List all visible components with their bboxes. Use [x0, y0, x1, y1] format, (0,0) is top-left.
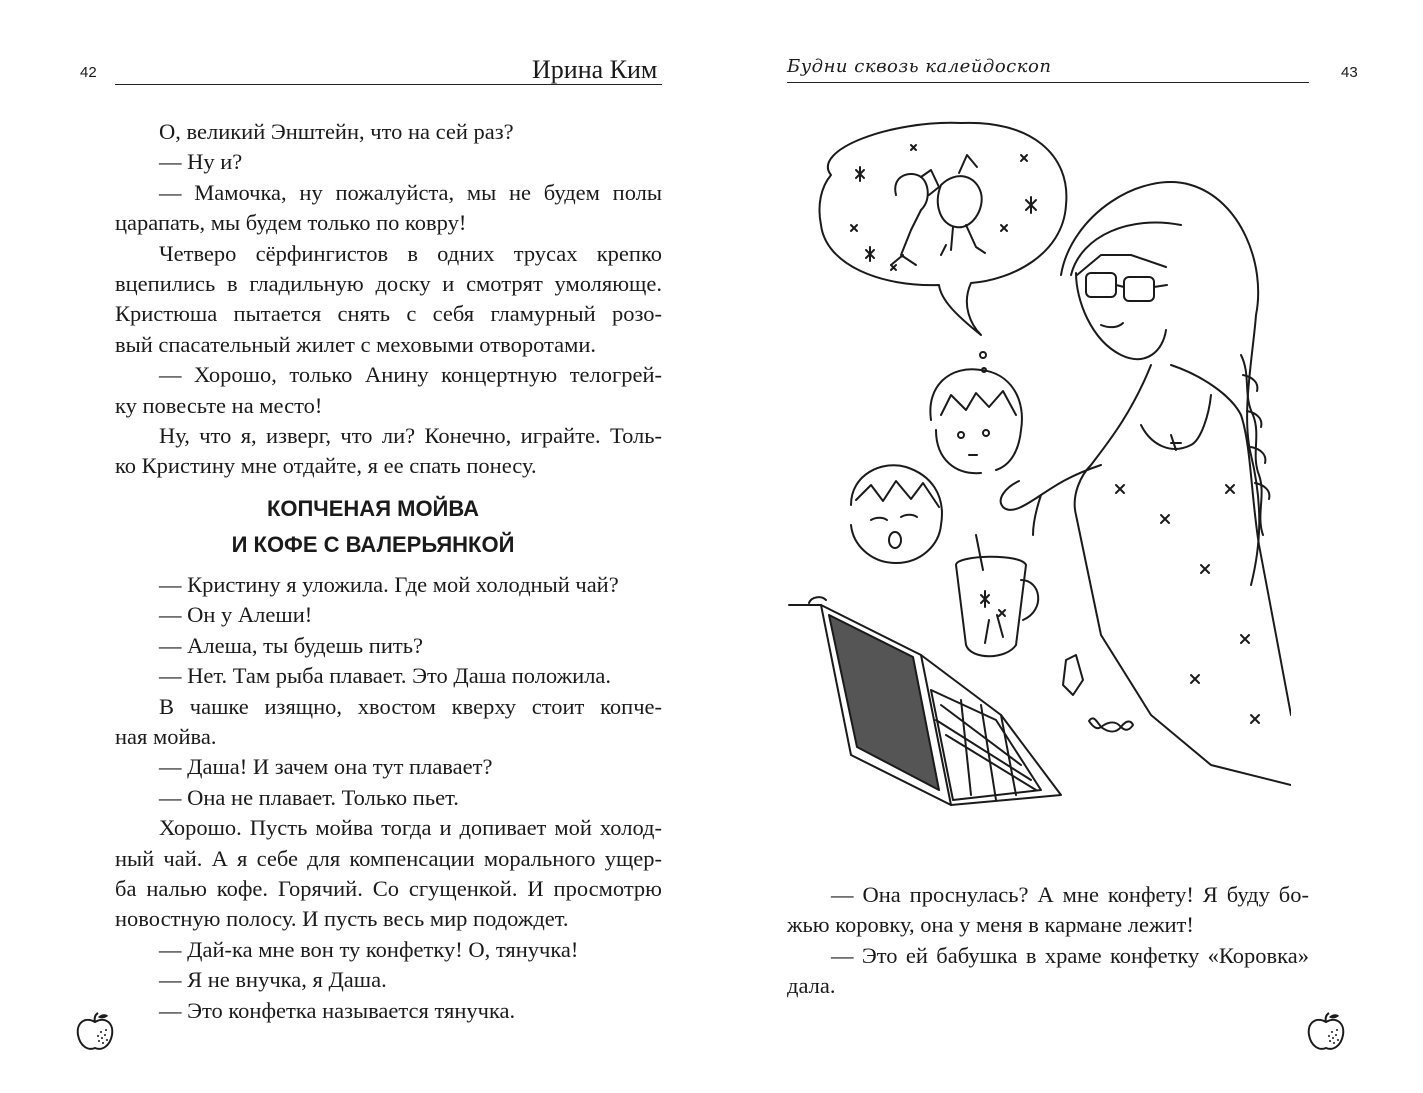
left-page [0, 0, 711, 1093]
text-line: ная мойва. [115, 724, 217, 750]
text-line: В чашке изящно, хвостом кверху стоит копче- [159, 693, 662, 719]
boy-younger [809, 465, 942, 603]
text-line: — Кристину я уложила. Где мой холодный чай? [159, 572, 619, 597]
candy [1063, 655, 1133, 732]
page-number-right: 43 [1341, 64, 1358, 81]
text-line: — Это конфетка называется тянучка. [159, 997, 516, 1023]
text-block-right [787, 880, 1309, 1002]
header-rule-right [787, 82, 1309, 83]
illustration [771, 115, 1291, 835]
apple-icon [1304, 1010, 1348, 1054]
text-line: Кристюша пытается снять с себя гламурный розо- [115, 301, 662, 327]
text-line: — Даша! И зачем она тут плавает? [159, 754, 493, 780]
text-line: Четверо сёрфингистов в одних трусах крепко [159, 240, 662, 266]
text-line: дала. [787, 973, 836, 999]
text-line: ный чай. А я себе для компенсации морального ущер- [115, 845, 662, 871]
header-rule-left [115, 84, 662, 85]
text-block-bottom [115, 570, 662, 1026]
text-line: царапать, мы будем только по ковру! [115, 210, 467, 236]
right-page [711, 0, 1423, 1093]
text-line: вцепились в гладильную доску и смотрят умоляюще. [115, 271, 662, 297]
text-line: Ну, что я, изверг, что ли? Конечно, играйте. Толь- [159, 423, 662, 449]
text-line: — Я не внучка, я Даша. [159, 967, 387, 993]
text-line: — Он у Алеши! [159, 602, 313, 628]
text-line: — Ну и? [159, 149, 243, 175]
text-line: жью коровку, она у меня в кармане лежит! [787, 912, 1194, 938]
text-line: Хорошо. Пусть мойва тогда и допивает мой холод- [159, 815, 662, 841]
running-header-author: Ирина Ким [532, 55, 658, 84]
text-line: — Дай-ка мне вон ту конфетку! О, тянучка! [159, 936, 579, 962]
text-line: новостную полосу. И пусть весь мир подождет. [115, 906, 569, 932]
text-line: — Это ей бабушка в храме конфетку «Коровка» [831, 942, 1309, 968]
boy-older [930, 369, 1022, 473]
cup [956, 535, 1038, 656]
chapter-title-line-1: КОПЧЕНАЯ МОЙВА [266, 496, 480, 521]
text-line: О, великий Энштейн, что на сей раз? [159, 119, 514, 144]
text-line: ко Кристину мне отдайте, я ее спать понесу. [115, 453, 537, 479]
text-line: — Она проснулась? А мне конфету! Я буду бо- [831, 882, 1309, 907]
text-line: ку повесьте на место! [115, 392, 323, 418]
text-line: — Алеша, ты будешь пить? [159, 632, 423, 658]
running-header-book-title: Будни сквозь калейдоскоп [787, 56, 1052, 77]
text-line: вый спасательный жилет с меховыми отворотами. [115, 331, 597, 357]
chapter-title-line-2: И КОФЕ С ВАЛЕРЬЯНКОЙ [231, 532, 515, 557]
text-block-top [115, 117, 662, 482]
page-number-left: 42 [80, 64, 97, 81]
text-line: — Нет. Там рыба плавает. Это Даша положила. [159, 663, 612, 689]
text-line: — Мамочка, ну пожалуйста, мы не будем полы [159, 179, 662, 205]
text-line: ба налью кофе. Горячий. Со сгущенкой. И просмотрю [115, 876, 662, 902]
thought-bubble [819, 123, 1066, 372]
mother-figure [1001, 182, 1291, 785]
apple-icon [73, 1010, 117, 1054]
laptop [789, 605, 1061, 805]
text-line: — Она не плавает. Только пьет. [159, 784, 459, 810]
text-line: — Хорошо, только Анину концертную телогрей- [159, 362, 662, 388]
